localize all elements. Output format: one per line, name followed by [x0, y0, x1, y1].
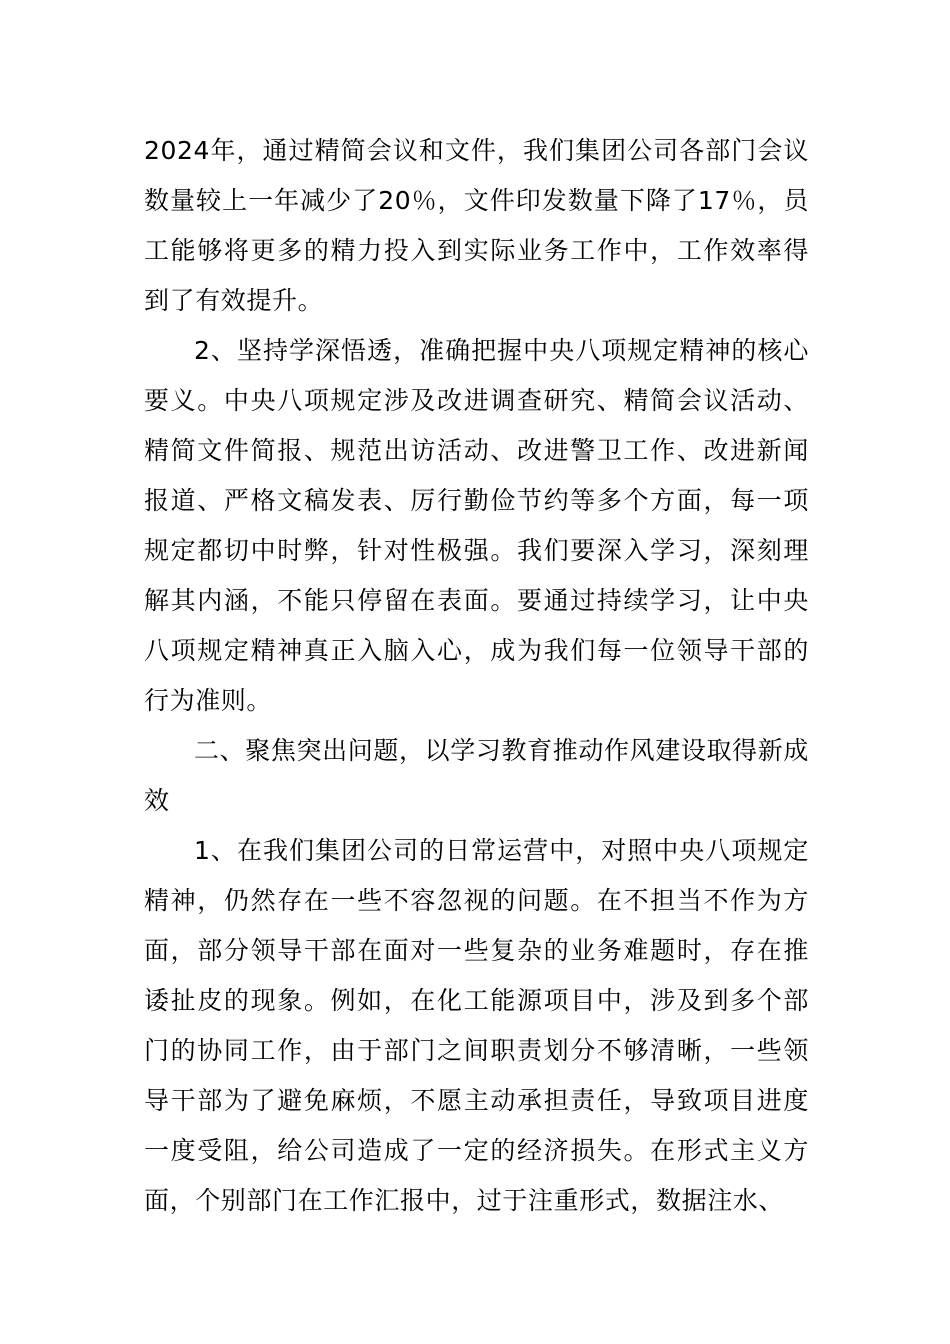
paragraph-section-2-point-1: 1、在我们集团公司的日常运营中，对照中央八项规定精神，仍然存在一些不容忽视的问题。在不担当不作为方面，部分领导干部在面对一些复杂的业务难题时，存在推诿扯皮的现象。例如，在化工能源项目中，涉及到多个部门的协同工作，由于部门之间职责划分不够清晰，一些领导干部为了避免麻烦，不愿主动承担责任，导致项目进度一度受阻，给公司造成了一定的经济损失。在形式主义方面，个别部门在工作汇报中，过于注重形式，数据注水、 [144, 836, 809, 1215]
document-body [144, 126, 809, 1226]
paragraph-continuation: 2024年，通过精简会议和文件，我们集团公司各部门会议数量较上一年减少了20％，文件印发数量下降了17％，员工能够将更多的精力投入到实际业务工作中，工作效率得到了有效提升。 [144, 136, 809, 315]
section-heading-2: 二、聚焦突出问题，以学习教育推动作风建设取得新成效 [144, 736, 809, 815]
paragraph-point-2: 2、坚持学深悟透，准确把握中央八项规定精神的核心要义。中央八项规定涉及改进调查研究、精简会议活动、精简文件简报、规范出访活动、改进警卫工作、改进新闻报道、严格文稿发表、厉行勤俭节约等多个方面，每一项规定都切中时弊，针对性极强。我们要深入学习，深刻理解其内涵，不能只停留在表面。要通过持续学习，让中央八项规定精神真正入脑入心，成为我们每一位领导干部的行为准则。 [144, 336, 809, 715]
